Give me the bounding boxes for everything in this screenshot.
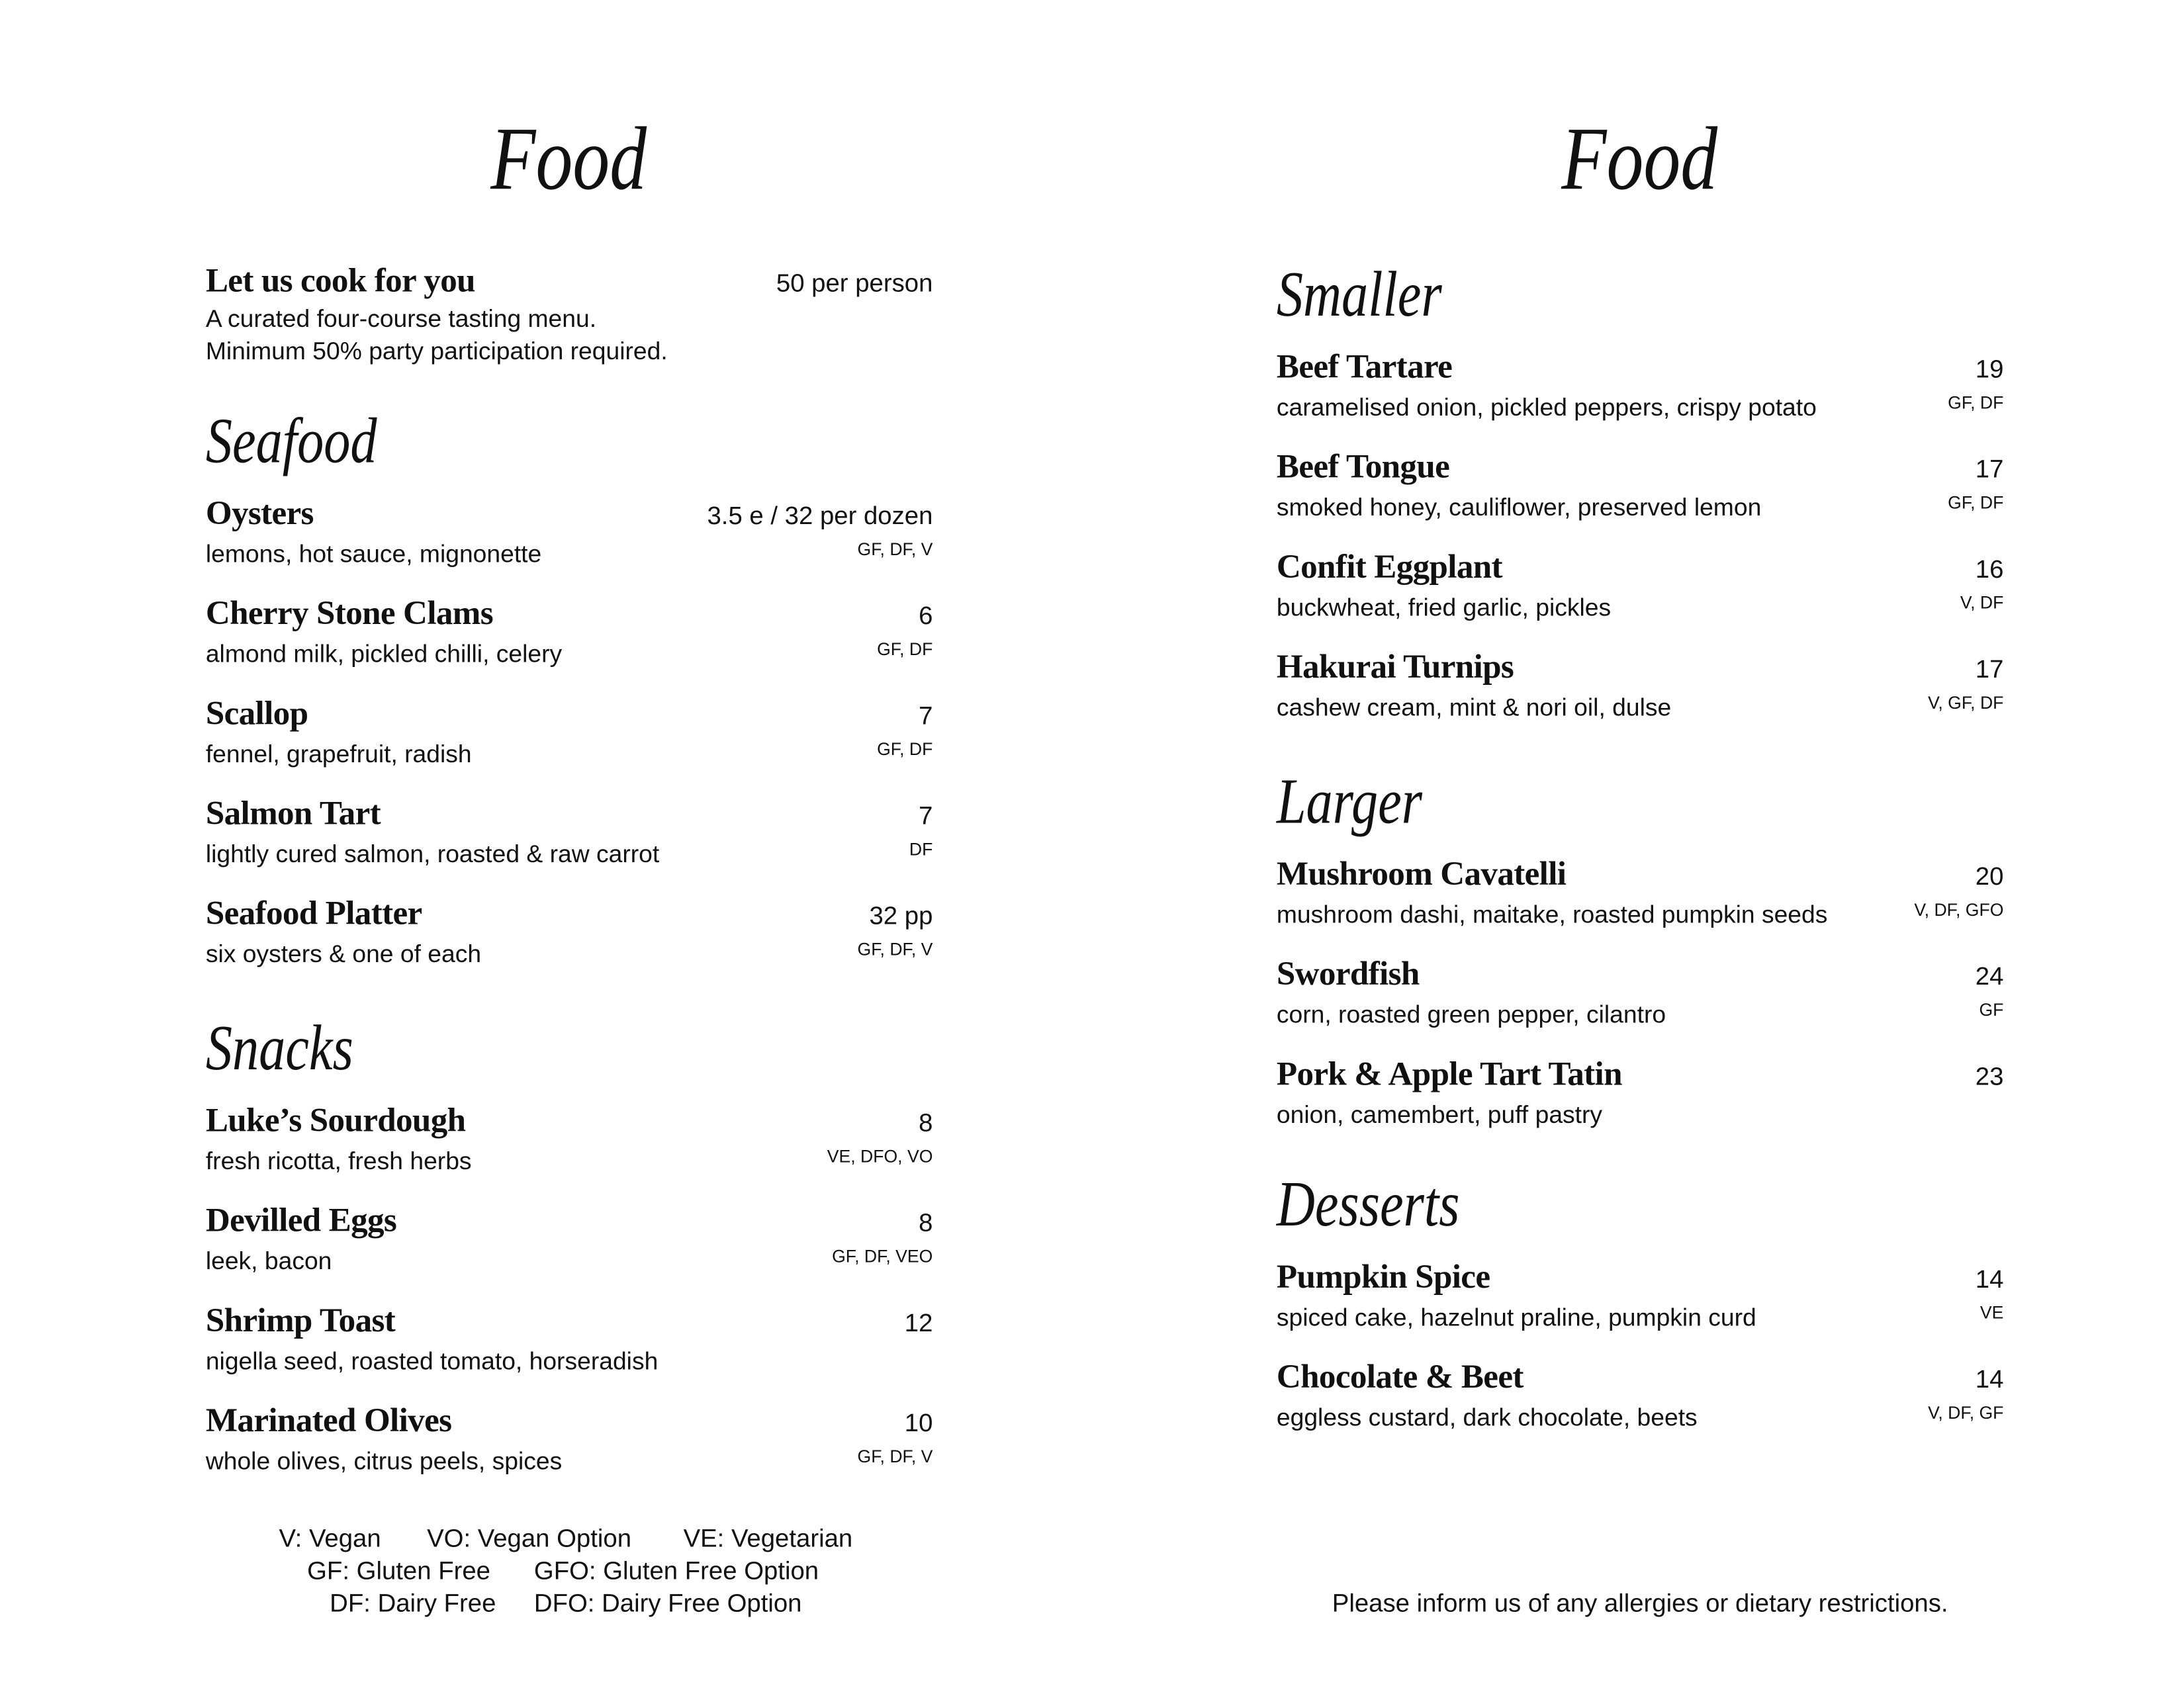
section-heading (206, 1013, 933, 1083)
item-description: smoked honey, cauliflower, preserved lemon (1276, 493, 1762, 521)
menu-item (1277, 347, 2004, 447)
section-heading (206, 406, 933, 476)
dietary-tags: VE (1979, 1303, 2004, 1323)
item-name: Beef Tartare (1276, 349, 1453, 386)
menu-item (1277, 447, 2004, 547)
item-name: Cherry Stone Clams (205, 596, 493, 633)
item-name: Beef Tongue (1276, 449, 1450, 486)
dietary-tags: GF, DF, V (857, 1446, 933, 1467)
item-description (206, 303, 668, 368)
dietary-tags: GF, DF, V (857, 539, 933, 560)
menu-item (1277, 854, 2004, 954)
page-title (1277, 110, 2004, 208)
item-list (1277, 854, 2004, 1153)
item-price: 10 (904, 1409, 933, 1437)
dietary-tags: GF, DF (877, 639, 933, 660)
section-smaller (1277, 259, 2004, 747)
tasting-menu (206, 261, 933, 373)
item-description: mushroom dashi, maitake, roasted pumpkin seeds (1276, 900, 1828, 929)
item-price: 20 (1975, 862, 2004, 891)
menu-item (1277, 954, 2004, 1053)
item-description: fresh ricotta, fresh herbs (205, 1147, 472, 1175)
item-description: spiced cake, hazelnut praline, pumpkin curd (1276, 1303, 1756, 1331)
item-description: almond milk, pickled chilli, celery (205, 639, 563, 668)
dietary-tags: GF, DF (877, 739, 933, 760)
menu-item (1277, 547, 2004, 646)
item-name: Salmon Tart (205, 795, 381, 833)
item-price: 14 (1975, 1265, 2004, 1294)
menu-item (1277, 646, 2004, 746)
item-price: 23 (1975, 1062, 2004, 1090)
item-price: 6 (919, 601, 933, 630)
item-price: 3.5 e / 32 per dozen (707, 501, 933, 530)
dietary-tags: V, DF, GFO (1914, 900, 2004, 920)
dietary-tags: VE, DFO, VO (827, 1147, 933, 1167)
item-description: leek, bacon (205, 1247, 332, 1275)
dietary-tags: GF, DF (1948, 493, 2004, 513)
page-title-text: Food (1562, 108, 1719, 209)
item-list (1277, 347, 2004, 747)
section-heading-text: Smaller (1276, 257, 1442, 330)
item-name: Scallop (205, 695, 308, 733)
item-price: 16 (1975, 555, 2004, 584)
menu-item (206, 1400, 933, 1500)
item-description: buckwheat, fried garlic, pickles (1276, 593, 1612, 621)
desc-line: A curated four-course tasting menu. (205, 304, 597, 333)
allergy-note: Please inform us of any allergies or dietary restrictions. (1332, 1589, 1948, 1618)
item-price: 17 (1975, 455, 2004, 484)
item-description: corn, roasted green pepper, cilantro (1276, 1000, 1666, 1029)
item-description: whole olives, citrus peels, spices (205, 1446, 563, 1476)
item-list (206, 1100, 933, 1501)
menu-item (206, 893, 933, 993)
item-price: 32 pp (869, 901, 933, 930)
item-name: Chocolate & Beet (1276, 1359, 1524, 1396)
section-heading-text: Snacks (205, 1011, 353, 1084)
menu-item (1277, 1053, 2004, 1153)
menu-item (206, 1300, 933, 1400)
item-price: 8 (919, 1208, 933, 1237)
item-name: Oysters (205, 496, 314, 533)
item-description: six oysters & one of each (205, 940, 482, 968)
dietary-tags: V, DF, GF (1928, 1403, 2004, 1423)
section-heading (1277, 1169, 2004, 1239)
item-name: Confit Eggplant (1276, 549, 1502, 586)
section-heading-text: Desserts (1276, 1167, 1460, 1240)
menu-item (206, 593, 933, 693)
item-name: Marinated Olives (205, 1403, 452, 1440)
section-seafood (206, 406, 933, 993)
legend-item: VE: Vegetarian (683, 1524, 853, 1553)
item-name: Seafood Platter (205, 896, 422, 933)
section-desserts (1277, 1169, 2004, 1456)
item-name: Let us cook for you (205, 263, 475, 300)
section-heading (1277, 766, 2004, 836)
legend-item: V: Vegan (279, 1524, 381, 1553)
menu-item (206, 693, 933, 793)
item-name: Pork & Apple Tart Tatin (1276, 1056, 1622, 1094)
desc-line: Minimum 50% party participation required. (205, 336, 668, 365)
item-price: 14 (1975, 1365, 2004, 1394)
item-description: nigella seed, roasted tomato, horseradish (205, 1347, 659, 1375)
item-description: eggless custard, dark chocolate, beets (1276, 1403, 1698, 1432)
item-list (1277, 1257, 2004, 1456)
dietary-tags: DF (909, 839, 933, 860)
dietary-tags: GF (1979, 1000, 2004, 1020)
page-title (206, 110, 933, 208)
item-price: 50 per person (776, 269, 933, 298)
item-price: 7 (919, 701, 933, 730)
item-name: Luke’s Sourdough (205, 1103, 466, 1140)
menu-item (206, 1100, 933, 1200)
item-description: lightly cured salmon, roasted & raw carrot (205, 839, 660, 868)
section-snacks (206, 1013, 933, 1501)
dietary-tags: GF, DF, V (857, 940, 933, 959)
dietary-tags: V, DF (1960, 593, 2004, 613)
legend-item: VO: Vegan Option (427, 1524, 632, 1553)
menu-item (206, 1200, 933, 1300)
item-description: onion, camembert, puff pastry (1276, 1100, 1603, 1129)
section-heading (1277, 259, 2004, 330)
item-price: 17 (1975, 654, 2004, 684)
dietary-tags: V, GF, DF (1928, 693, 2004, 713)
legend-item: GFO: Gluten Free Option (533, 1556, 819, 1585)
section-larger (1277, 766, 2004, 1153)
dietary-tags: GF, DF, VEO (832, 1247, 933, 1266)
item-description: caramelised onion, pickled peppers, crispy potato (1276, 392, 1817, 422)
menu-item (206, 493, 933, 593)
item-name: Devilled Eggs (205, 1203, 397, 1240)
item-name: Hakurai Turnips (1276, 649, 1514, 686)
item-price: 8 (919, 1108, 933, 1137)
legend-item: DFO: Dairy Free Option (533, 1589, 802, 1618)
section-heading-text: Larger (1276, 765, 1423, 837)
item-price: 12 (904, 1308, 933, 1337)
menu-item (1277, 1257, 2004, 1356)
dietary-tags: GF, DF (1948, 392, 2004, 413)
item-description: lemons, hot sauce, mignonette (205, 539, 542, 568)
menu-item (206, 793, 933, 893)
item-name: Mushroom Cavatelli (1276, 856, 1567, 893)
legend-item: GF: Gluten Free (307, 1556, 490, 1585)
item-name: Pumpkin Spice (1276, 1259, 1490, 1296)
page-title-text: Food (491, 108, 648, 209)
item-description: fennel, grapefruit, radish (205, 739, 472, 768)
legend-item: DF: Dairy Free (330, 1589, 496, 1618)
item-name: Shrimp Toast (205, 1303, 396, 1340)
item-list (206, 493, 933, 993)
menu-item (1277, 1356, 2004, 1456)
section-heading-text: Seafood (205, 404, 377, 476)
item-price: 19 (1975, 355, 2004, 384)
item-price: 24 (1975, 962, 2004, 991)
item-description: cashew cream, mint & nori oil, dulse (1276, 693, 1672, 722)
item-price: 7 (919, 801, 933, 830)
item-name: Swordfish (1276, 956, 1420, 993)
